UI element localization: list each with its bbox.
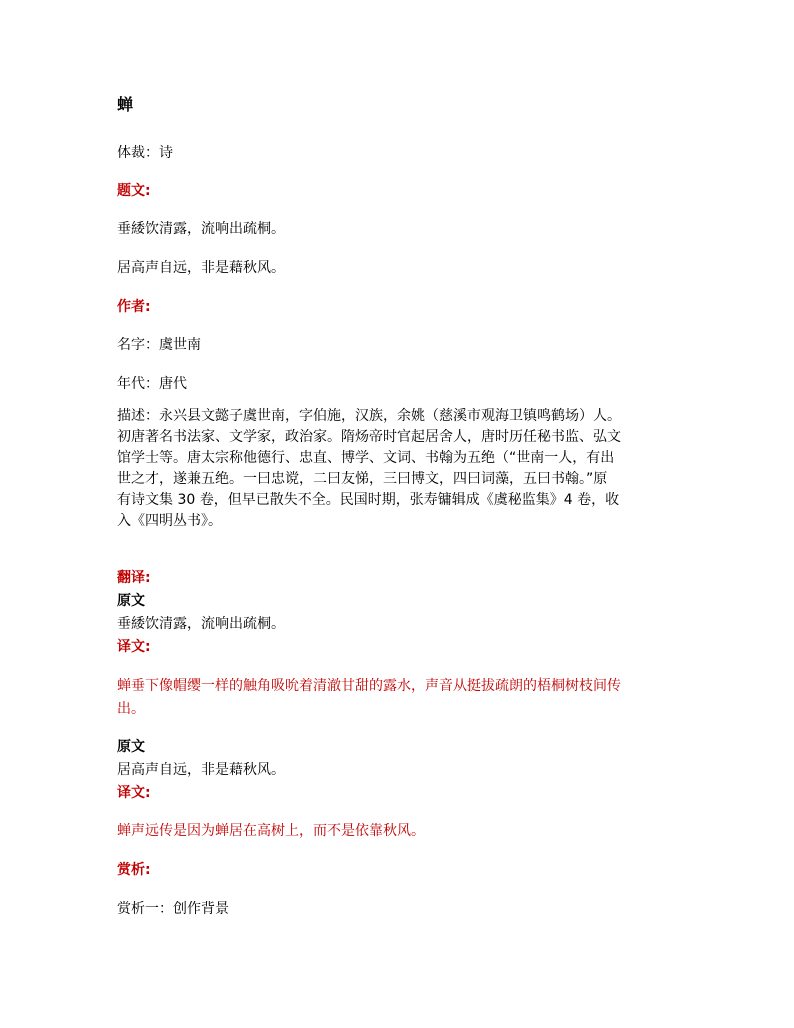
author-era: 年代：唐代 [117,376,187,392]
translation-heading: 翻译: [117,570,151,586]
appreciation-item: 赏析一：创作背景 [117,901,229,917]
translation-label: 译文: [117,639,151,655]
poem-line: 垂緌饮清露，流响出疏桐。 [117,221,285,237]
description-line: 馆学士等。唐太宗称他德行、忠直、博学、文词、书翰为五绝（“世南一人，有出 [117,450,615,466]
author-heading: 作者: [117,299,151,315]
genre-line: 体裁：诗 [117,145,173,161]
translation-text: 出。 [117,701,145,717]
original-label: 原文 [117,593,145,609]
description-line: 描述：永兴县文懿子虞世南，字伯施，汉族，余姚（慈溪市观海卫镇鸣鹤场）人。 [117,408,621,424]
author-name: 名字：虞世南 [117,337,201,353]
poem-line: 居高声自远，非是藉秋风。 [117,260,285,276]
description-line: 有诗文集 30 卷，但早已散失不全。民国时期，张寿镛辑成《虞秘监集》4 卷，收 [117,492,620,508]
description-line: 入《四明丛书》。 [117,513,222,529]
description-line: 初唐著名书法家、文学家，政治家。隋炀帝时官起居舍人，唐时历任秘书监、弘文 [117,429,621,445]
author-description [117,406,677,532]
translation-label: 译文: [117,785,151,801]
original-label: 原文 [117,739,145,755]
translation-text: 蝉垂下像帽缨一样的触角吸吮着清澈甘甜的露水，声音从挺拔疏朗的梧桐树枝间传 [117,678,621,694]
original-text: 居高声自远，非是藉秋风。 [117,762,285,778]
poem-heading: 题文: [117,183,151,199]
poem-title: 蝉 [117,95,134,114]
appreciation-heading: 赏析: [117,862,151,878]
translation-text: 蝉声远传是因为蝉居在高树上，而不是依靠秋风。 [117,823,425,839]
description-line: 世之才，遂兼五绝。一曰忠谠，二曰友悌，三曰博文，四曰词藻，五曰书翰。”原 [117,471,608,487]
original-text: 垂緌饮清露，流响出疏桐。 [117,616,285,632]
